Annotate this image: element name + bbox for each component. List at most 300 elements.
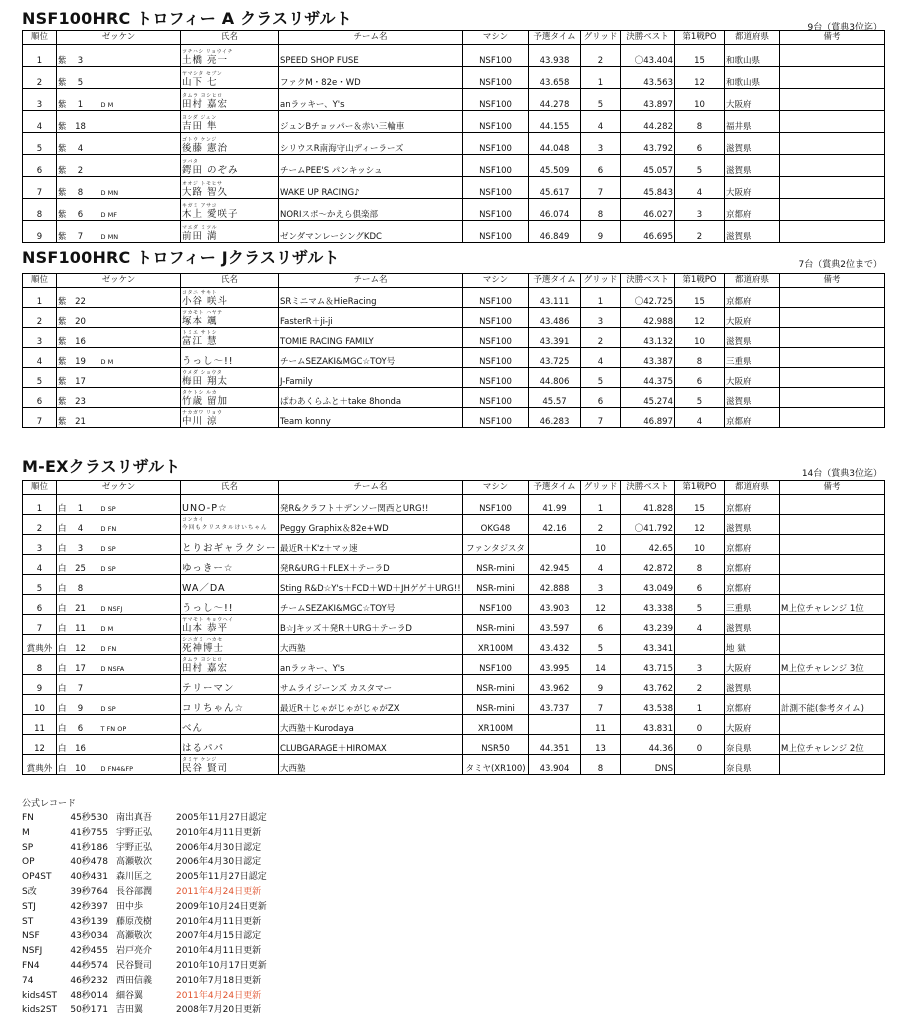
zekken-color: 紫 <box>58 56 67 67</box>
zekken-color: 紫 <box>58 122 67 133</box>
zekken-cell <box>57 288 181 308</box>
driver-name: 民谷 賢司 <box>182 763 229 774</box>
final-best-cell: 43.762 <box>621 675 675 695</box>
grid-cell: 7 <box>581 695 621 715</box>
zekken-cell <box>57 695 181 715</box>
qualifying-time-cell: 43.995 <box>529 655 581 675</box>
remarks-cell: M上位チャレンジ 1位 <box>780 595 885 615</box>
driver-ruby: ツバタ <box>182 159 199 165</box>
zekken-cell <box>57 755 181 775</box>
remarks-cell: 計測不能(参考タイム) <box>780 695 885 715</box>
zekken-color: 紫 <box>58 317 67 328</box>
remarks-cell <box>780 133 885 155</box>
zekken-color: 紫 <box>58 397 67 408</box>
table-header-row <box>23 481 885 495</box>
qualifying-time-cell: 44.278 <box>529 89 581 111</box>
zekken-cell <box>57 615 181 635</box>
zekken-color: 紫 <box>58 417 67 428</box>
po-cell: 15 <box>675 45 725 67</box>
prefecture-cell: 大阪府 <box>725 655 780 675</box>
record-category: NSFJ <box>22 946 43 957</box>
zekken-number: 17 <box>75 377 86 388</box>
position-cell: 1 <box>23 45 57 67</box>
zekken-class: D FN <box>100 525 117 534</box>
prefecture-cell: 京都府 <box>725 495 780 515</box>
prefecture-cell: 和歌山県 <box>725 45 780 67</box>
zekken-cell <box>57 45 181 67</box>
final-best-cell: 43.387 <box>621 348 675 368</box>
driver-name: UNO-P☆ <box>182 503 228 514</box>
team-cell: チームSEZAKI&MGC☆TOY号 <box>279 348 463 368</box>
grid-cell: 12 <box>581 595 621 615</box>
qualifying-time-cell: 43.597 <box>529 615 581 635</box>
record-holder: 細谷翼 <box>116 990 144 1001</box>
po-cell: 10 <box>675 89 725 111</box>
team-cell: 発R&URG＋FLEX＋テーラD <box>279 555 463 575</box>
driver-name-cell <box>181 288 279 308</box>
zekken-number: 7 <box>77 684 84 695</box>
position-cell: 12 <box>23 735 57 755</box>
record-holder: 長谷部潤 <box>116 886 153 897</box>
po-cell: 5 <box>675 155 725 177</box>
team-cell: チームSEZAKI&MGC☆TOY号 <box>279 595 463 615</box>
position-cell: 6 <box>23 388 57 408</box>
qualifying-time-cell: 42.888 <box>529 575 581 595</box>
driver-name: 塚本 颯 <box>182 316 218 327</box>
po-cell: 10 <box>675 535 725 555</box>
machine-cell: NSF100 <box>463 199 529 221</box>
header-cell: グリッド <box>581 274 621 288</box>
zekken-cell <box>57 535 181 555</box>
zekken-cell <box>57 555 181 575</box>
driver-name-cell <box>181 348 279 368</box>
zekken-cell <box>57 67 181 89</box>
po-cell: 15 <box>675 495 725 515</box>
records-title: 公式レコード <box>22 799 77 809</box>
result-row <box>23 595 885 615</box>
header-cell: 第1戦PO <box>675 481 725 495</box>
result-row <box>23 575 885 595</box>
zekken-cell <box>57 368 181 388</box>
zekken-class: D FN4&FP <box>100 765 134 774</box>
driver-ruby: コタニ サキト <box>182 290 218 296</box>
qualifying-time-cell: 43.725 <box>529 348 581 368</box>
result-row <box>23 495 885 515</box>
zekken-number: 19 <box>75 357 86 368</box>
po-cell: 4 <box>675 408 725 428</box>
final-best-cell: 43.341 <box>621 635 675 655</box>
official-records <box>22 796 267 1018</box>
qualifying-time-cell: 42.16 <box>529 515 581 535</box>
team-cell: チームPEE'S パンキッシュ <box>279 155 463 177</box>
team-cell: Sting R&D☆Y's＋FCD＋WD＋JHゲゲ＋URG!! <box>279 575 463 595</box>
zekken-color: 紫 <box>58 377 67 388</box>
prefecture-cell: 三重県 <box>725 595 780 615</box>
remarks-cell <box>780 495 885 515</box>
po-cell <box>675 755 725 775</box>
remarks-cell <box>780 199 885 221</box>
driver-ruby: タケトシ ルカ <box>182 390 218 396</box>
final-best-cell: 45.274 <box>621 388 675 408</box>
header-cell: 順位 <box>23 31 57 45</box>
result-row <box>23 133 885 155</box>
record-category: ST <box>22 916 34 927</box>
driver-ruby: マエダ ミツル <box>182 225 218 231</box>
machine-cell: NSF100 <box>463 177 529 199</box>
record-time: 40秒478 <box>70 857 108 868</box>
record-holder: 宇野正弘 <box>116 827 153 838</box>
header-cell: 予選タイム <box>529 31 581 45</box>
machine-cell: NSF100 <box>463 45 529 67</box>
header-cell: チーム名 <box>279 274 463 288</box>
result-row <box>23 635 885 655</box>
driver-name: べん <box>182 723 204 734</box>
zekken-number: 10 <box>75 764 86 775</box>
driver-name: 山本 恭平 <box>182 623 229 634</box>
driver-name-cell <box>181 408 279 428</box>
qualifying-time-cell: 44.155 <box>529 111 581 133</box>
driver-name: 山下 七 <box>182 77 218 88</box>
record-row <box>22 841 267 856</box>
driver-name-cell <box>181 535 279 555</box>
driver-name-cell <box>181 368 279 388</box>
driver-name-cell <box>181 715 279 735</box>
record-time: 39秒764 <box>70 886 108 897</box>
record-row <box>22 870 267 885</box>
driver-name: とりおギャラクシー <box>182 543 277 554</box>
zekken-number: 7 <box>77 232 84 243</box>
remarks-cell <box>780 575 885 595</box>
team-cell: Peggy Graphix＆82e+WD <box>279 515 463 535</box>
record-holder: 西田信義 <box>116 975 153 986</box>
remarks-cell <box>780 111 885 133</box>
machine-cell: NSF100 <box>463 388 529 408</box>
qualifying-time-cell: 46.849 <box>529 221 581 243</box>
driver-name: 中川 涼 <box>182 416 218 427</box>
po-cell: 2 <box>675 221 725 243</box>
final-best-cell: 43.897 <box>621 89 675 111</box>
driver-name-cell <box>181 695 279 715</box>
result-row <box>23 368 885 388</box>
result-row <box>23 45 885 67</box>
machine-cell: NSF100 <box>463 495 529 515</box>
driver-name-cell <box>181 495 279 515</box>
zekken-color: 白 <box>58 504 67 515</box>
zekken-number: 20 <box>75 317 86 328</box>
zekken-number: 22 <box>75 297 86 308</box>
final-best-cell: 43.338 <box>621 595 675 615</box>
team-cell: ファクM・82e・WD <box>279 67 463 89</box>
position-cell: 5 <box>23 133 57 155</box>
zekken-cell <box>57 199 181 221</box>
team-cell: CLUBGARAGE＋HIROMAX <box>279 735 463 755</box>
position-cell: 4 <box>23 111 57 133</box>
remarks-cell <box>780 89 885 111</box>
final-best-cell: 44.375 <box>621 368 675 388</box>
header-cell: 決勝ベスト <box>621 274 675 288</box>
team-cell: 最近R＋じゃがじゃがじゃがZX <box>279 695 463 715</box>
driver-name: 小谷 咲斗 <box>182 296 229 307</box>
prefecture-cell: 大阪府 <box>725 308 780 328</box>
record-row <box>22 885 267 900</box>
team-cell: FasterR＋ji-ji <box>279 308 463 328</box>
qualifying-time-cell: 43.904 <box>529 755 581 775</box>
qualifying-time-cell: 43.391 <box>529 328 581 348</box>
po-cell: 3 <box>675 655 725 675</box>
qualifying-time-cell: 43.111 <box>529 288 581 308</box>
driver-name: 田村 嘉宏 <box>182 99 229 110</box>
zekken-cell <box>57 155 181 177</box>
record-holder: 岩戸亮介 <box>116 946 153 957</box>
grid-cell: 7 <box>581 177 621 199</box>
header-cell: 決勝ベスト <box>621 481 675 495</box>
prefecture-cell: 福井県 <box>725 111 780 133</box>
remarks-cell: M上位チャレンジ 2位 <box>780 735 885 755</box>
record-row <box>22 929 267 944</box>
remarks-cell <box>780 67 885 89</box>
record-date: 2011年4月24日更新 <box>176 990 262 1001</box>
driver-name-cell <box>181 89 279 111</box>
driver-ruby: ツチハシ リョウイチ <box>182 49 233 55</box>
qualifying-time-cell: 44.048 <box>529 133 581 155</box>
result-row <box>23 735 885 755</box>
record-category: NSF <box>22 931 40 942</box>
grid-cell: 14 <box>581 655 621 675</box>
record-time: 44秒574 <box>70 960 108 971</box>
driver-ruby: ヤマシタ セブン <box>182 71 223 77</box>
zekken-class: D MN <box>100 189 119 198</box>
result-row <box>23 408 885 428</box>
result-row <box>23 328 885 348</box>
qualifying-time-cell: 44.806 <box>529 368 581 388</box>
team-cell: SRミニマム＆HieRacing <box>279 288 463 308</box>
position-cell: 9 <box>23 675 57 695</box>
zekken-color: 白 <box>58 664 67 675</box>
qualifying-time-cell: 44.351 <box>529 735 581 755</box>
record-row <box>22 989 267 1004</box>
final-best-cell: 〇43.404 <box>621 45 675 67</box>
driver-name: 梅田 翔太 <box>182 376 229 387</box>
header-cell: 都道府県 <box>725 31 780 45</box>
record-row <box>22 1003 267 1018</box>
driver-name-cell <box>181 595 279 615</box>
result-row <box>23 755 885 775</box>
record-date: 2006年4月30日認定 <box>176 842 262 853</box>
driver-name-cell <box>181 515 279 535</box>
section-a-title: NSF100HRC トロフィー A クラスリザルト <box>22 9 352 28</box>
driver-name: 鍔田 のぞみ <box>182 165 239 176</box>
zekken-number: 2 <box>77 166 84 177</box>
header-cell: 順位 <box>23 481 57 495</box>
record-holder: 高瀬敬次 <box>116 857 153 868</box>
record-category: OP <box>22 857 35 868</box>
final-best-cell: 43.049 <box>621 575 675 595</box>
team-cell: サムライジーンズ カスタマー <box>279 675 463 695</box>
zekken-cell <box>57 515 181 535</box>
record-time: 42秒455 <box>70 946 108 957</box>
final-best-cell: 45.057 <box>621 155 675 177</box>
po-cell: 12 <box>675 515 725 535</box>
remarks-cell <box>780 348 885 368</box>
zekken-number: 8 <box>77 584 84 595</box>
po-cell: 12 <box>675 67 725 89</box>
section-mex-results-table <box>22 480 885 775</box>
table-header-row <box>23 274 885 288</box>
zekken-number: 5 <box>77 78 84 89</box>
position-cell: 4 <box>23 348 57 368</box>
final-best-cell: 46.027 <box>621 199 675 221</box>
zekken-cell <box>57 328 181 348</box>
driver-name-cell <box>181 177 279 199</box>
header-cell: 第1戦PO <box>675 31 725 45</box>
section-j-title: NSF100HRC トロフィー Jクラスリザルト <box>22 248 340 267</box>
remarks-cell <box>780 328 885 348</box>
team-cell: J-Family <box>279 368 463 388</box>
header-cell: 都道府県 <box>725 274 780 288</box>
driver-ruby: ウメダ ショウタ <box>182 370 223 376</box>
driver-name: 吉田 隼 <box>182 121 218 132</box>
driver-name-cell <box>181 111 279 133</box>
po-cell: 6 <box>675 133 725 155</box>
driver-name-cell <box>181 675 279 695</box>
team-cell: 大西塾 <box>279 755 463 775</box>
driver-name: うっし～!! <box>182 356 234 367</box>
driver-name: 前田 満 <box>182 231 218 242</box>
remarks-cell <box>780 715 885 735</box>
record-holder: 宇野正弘 <box>116 842 153 853</box>
prefecture-cell: 滋賀県 <box>725 155 780 177</box>
record-time: 45秒530 <box>70 813 108 823</box>
driver-name-cell <box>181 45 279 67</box>
final-best-cell: 42.65 <box>621 535 675 555</box>
header-cell: ゼッケン <box>57 481 181 495</box>
team-cell: anラッキー、Y's <box>279 655 463 675</box>
driver-name: 土橋 亮一 <box>182 55 229 66</box>
qualifying-time-cell: 43.938 <box>529 45 581 67</box>
zekken-color: 白 <box>58 744 67 755</box>
grid-cell: 4 <box>581 111 621 133</box>
zekken-cell <box>57 495 181 515</box>
driver-name: 後藤 憲治 <box>182 143 229 154</box>
zekken-color: 紫 <box>58 144 67 155</box>
zekken-cell <box>57 635 181 655</box>
team-cell: Team konny <box>279 408 463 428</box>
record-category: 74 <box>22 975 34 986</box>
zekken-number: 25 <box>75 564 86 575</box>
zekken-class: D SP <box>100 545 116 554</box>
po-cell: 0 <box>675 735 725 755</box>
team-cell: 最近R＋K'z＋マッ速 <box>279 535 463 555</box>
po-cell <box>675 635 725 655</box>
grid-cell: 8 <box>581 199 621 221</box>
driver-name-cell <box>181 221 279 243</box>
prefecture-cell: 滋賀県 <box>725 221 780 243</box>
remarks-cell <box>780 555 885 575</box>
record-row <box>22 826 267 841</box>
section-mex-entry-note: 14台（賞典3位迄） <box>801 469 882 479</box>
record-date: 2011年4月24日更新 <box>176 886 262 897</box>
header-cell: グリッド <box>581 31 621 45</box>
header-cell: グリッド <box>581 481 621 495</box>
zekken-number: 1 <box>77 504 84 515</box>
position-cell: 1 <box>23 495 57 515</box>
position-cell: 11 <box>23 715 57 735</box>
header-cell: マシン <box>463 274 529 288</box>
prefecture-cell: 京都府 <box>725 555 780 575</box>
position-cell: 7 <box>23 615 57 635</box>
record-date: 2007年4月15日認定 <box>176 931 262 942</box>
po-cell: 3 <box>675 199 725 221</box>
final-best-cell: 41.828 <box>621 495 675 515</box>
record-category: kids4ST <box>22 990 58 1001</box>
result-row <box>23 111 885 133</box>
header-cell: 決勝ベスト <box>621 31 675 45</box>
zekken-class: D FN <box>100 645 117 654</box>
driver-ruby: タムラ ヨシヒロ <box>182 657 223 663</box>
record-category: FN4 <box>22 960 40 971</box>
zekken-number: 21 <box>75 604 86 615</box>
header-cell: 氏名 <box>181 31 279 45</box>
qualifying-time-cell: 46.283 <box>529 408 581 428</box>
zekken-cell <box>57 575 181 595</box>
zekken-color: 紫 <box>58 232 67 243</box>
po-cell: 5 <box>675 388 725 408</box>
prefecture-cell: 和歌山県 <box>725 67 780 89</box>
team-cell: ぱわあくらふと＋take 8honda <box>279 388 463 408</box>
remarks-cell <box>780 408 885 428</box>
zekken-number: 6 <box>77 724 84 735</box>
position-cell: 8 <box>23 655 57 675</box>
grid-cell: 2 <box>581 45 621 67</box>
remarks-cell <box>780 308 885 328</box>
driver-name: 富江 慧 <box>182 336 218 347</box>
po-cell: 15 <box>675 288 725 308</box>
team-cell: WAKE UP RACING♪ <box>279 177 463 199</box>
header-cell: 備考 <box>780 31 885 45</box>
driver-name-cell <box>181 388 279 408</box>
driver-name-cell <box>181 555 279 575</box>
record-holder: 森川匡之 <box>116 872 153 883</box>
qualifying-time-cell: 42.945 <box>529 555 581 575</box>
po-cell: 6 <box>675 575 725 595</box>
qualifying-time-cell: 41.99 <box>529 495 581 515</box>
position-cell: 5 <box>23 368 57 388</box>
grid-cell: 8 <box>581 755 621 775</box>
zekken-color: 白 <box>58 704 67 715</box>
position-cell: 2 <box>23 308 57 328</box>
prefecture-cell: 滋賀県 <box>725 133 780 155</box>
grid-cell: 13 <box>581 735 621 755</box>
result-row <box>23 535 885 555</box>
header-cell: 備考 <box>780 481 885 495</box>
zekken-number: 18 <box>75 122 86 133</box>
record-row <box>22 811 267 826</box>
qualifying-time-cell: 46.074 <box>529 199 581 221</box>
driver-ruby: ツカモト ハヤテ <box>182 310 223 316</box>
position-cell: 8 <box>23 199 57 221</box>
zekken-class: D SP <box>100 505 116 514</box>
remarks-cell <box>780 45 885 67</box>
record-date: 2010年4月11日更新 <box>176 916 262 927</box>
driver-name: 大路 智久 <box>182 187 229 198</box>
machine-cell: NSF100 <box>463 408 529 428</box>
final-best-cell: 46.695 <box>621 221 675 243</box>
prefecture-cell: 滋賀県 <box>725 328 780 348</box>
machine-cell: NSF100 <box>463 368 529 388</box>
remarks-cell <box>780 177 885 199</box>
position-cell: 10 <box>23 695 57 715</box>
grid-cell: 9 <box>581 221 621 243</box>
